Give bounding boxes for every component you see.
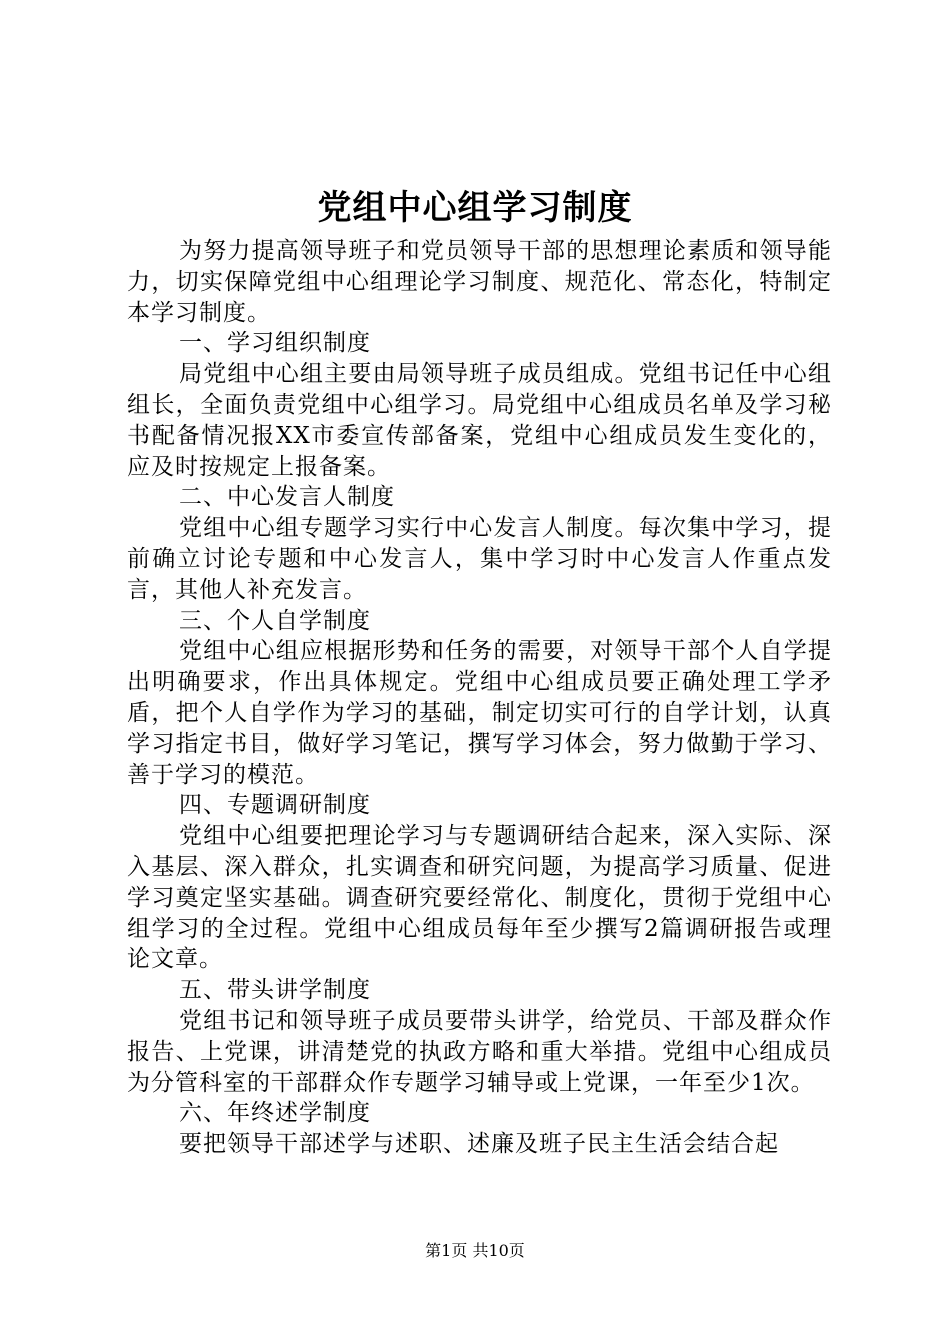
intro-paragraph: 为努力提高领导班子和党员领导干部的思想理论素质和领导能力，切实保障党组中心组理论学习制度、规范化、常态化，特制定本学习制度。 (127, 238, 832, 326)
section-heading-3: 三、个人自学制度 (179, 607, 371, 634)
document-body (127, 236, 832, 1160)
section-heading-4: 四、专题调研制度 (179, 792, 371, 819)
section-text-5: 党组书记和领导班子成员要带头讲学，给党员、干部及群众作报告、上党课，讲清楚党的执政方略和重大举措。党组中心组成员为分管科室的干部群众作专题学习辅导或上党课，一年至少1次。 (127, 1007, 832, 1096)
section-heading-1: 一、学习组织制度 (179, 330, 371, 357)
section-text-6: 要把领导干部述学与述职、述廉及班子民主生活会结合起 (179, 1131, 779, 1158)
section-heading-5: 五、带头讲学制度 (179, 977, 371, 1004)
document-title: 党组中心组学习制度 (317, 188, 633, 228)
section-heading-6: 六、年终述学制度 (179, 1100, 371, 1127)
page-footer: 第1页 共10页 (425, 1241, 525, 1260)
section-heading-2: 二、中心发言人制度 (179, 484, 395, 511)
section-text-3: 党组中心组应根据形势和任务的需要，对领导干部个人自学提出明确要求，作出具体规定。党组中心组成员要正确处理工学矛盾，把个人自学作为学习的基础，制定切实可行的自学计划，认真学习指定书目，做好学习笔记，撰写学习体会，努力做勤于学习、善于学习的模范。 (127, 638, 832, 788)
section-text-1: 局党组中心组主要由局领导班子成员组成。党组书记任中心组组长，全面负责党组中心组学习。局党组中心组成员名单及学习秘书配备情况报XX市委宣传部备案，党组中心组成员发生变化的，应及时按规定上报备案。 (127, 361, 832, 480)
section-text-2: 党组中心组专题学习实行中心发言人制度。每次集中学习，提前确立讨论专题和中心发言人，集中学习时中心发言人作重点发言，其他人补充发言。 (127, 515, 832, 603)
section-text-4: 党组中心组要把理论学习与专题调研结合起来，深入实际、深入基层、深入群众，扎实调查和研究问题，为提高学习质量、促进学习奠定坚实基础。调查研究要经常化、制度化，贯彻于党组中心组学习的全过程。党组中心组成员每年至少撰写2篇调研报告或理论文章。 (127, 823, 832, 973)
